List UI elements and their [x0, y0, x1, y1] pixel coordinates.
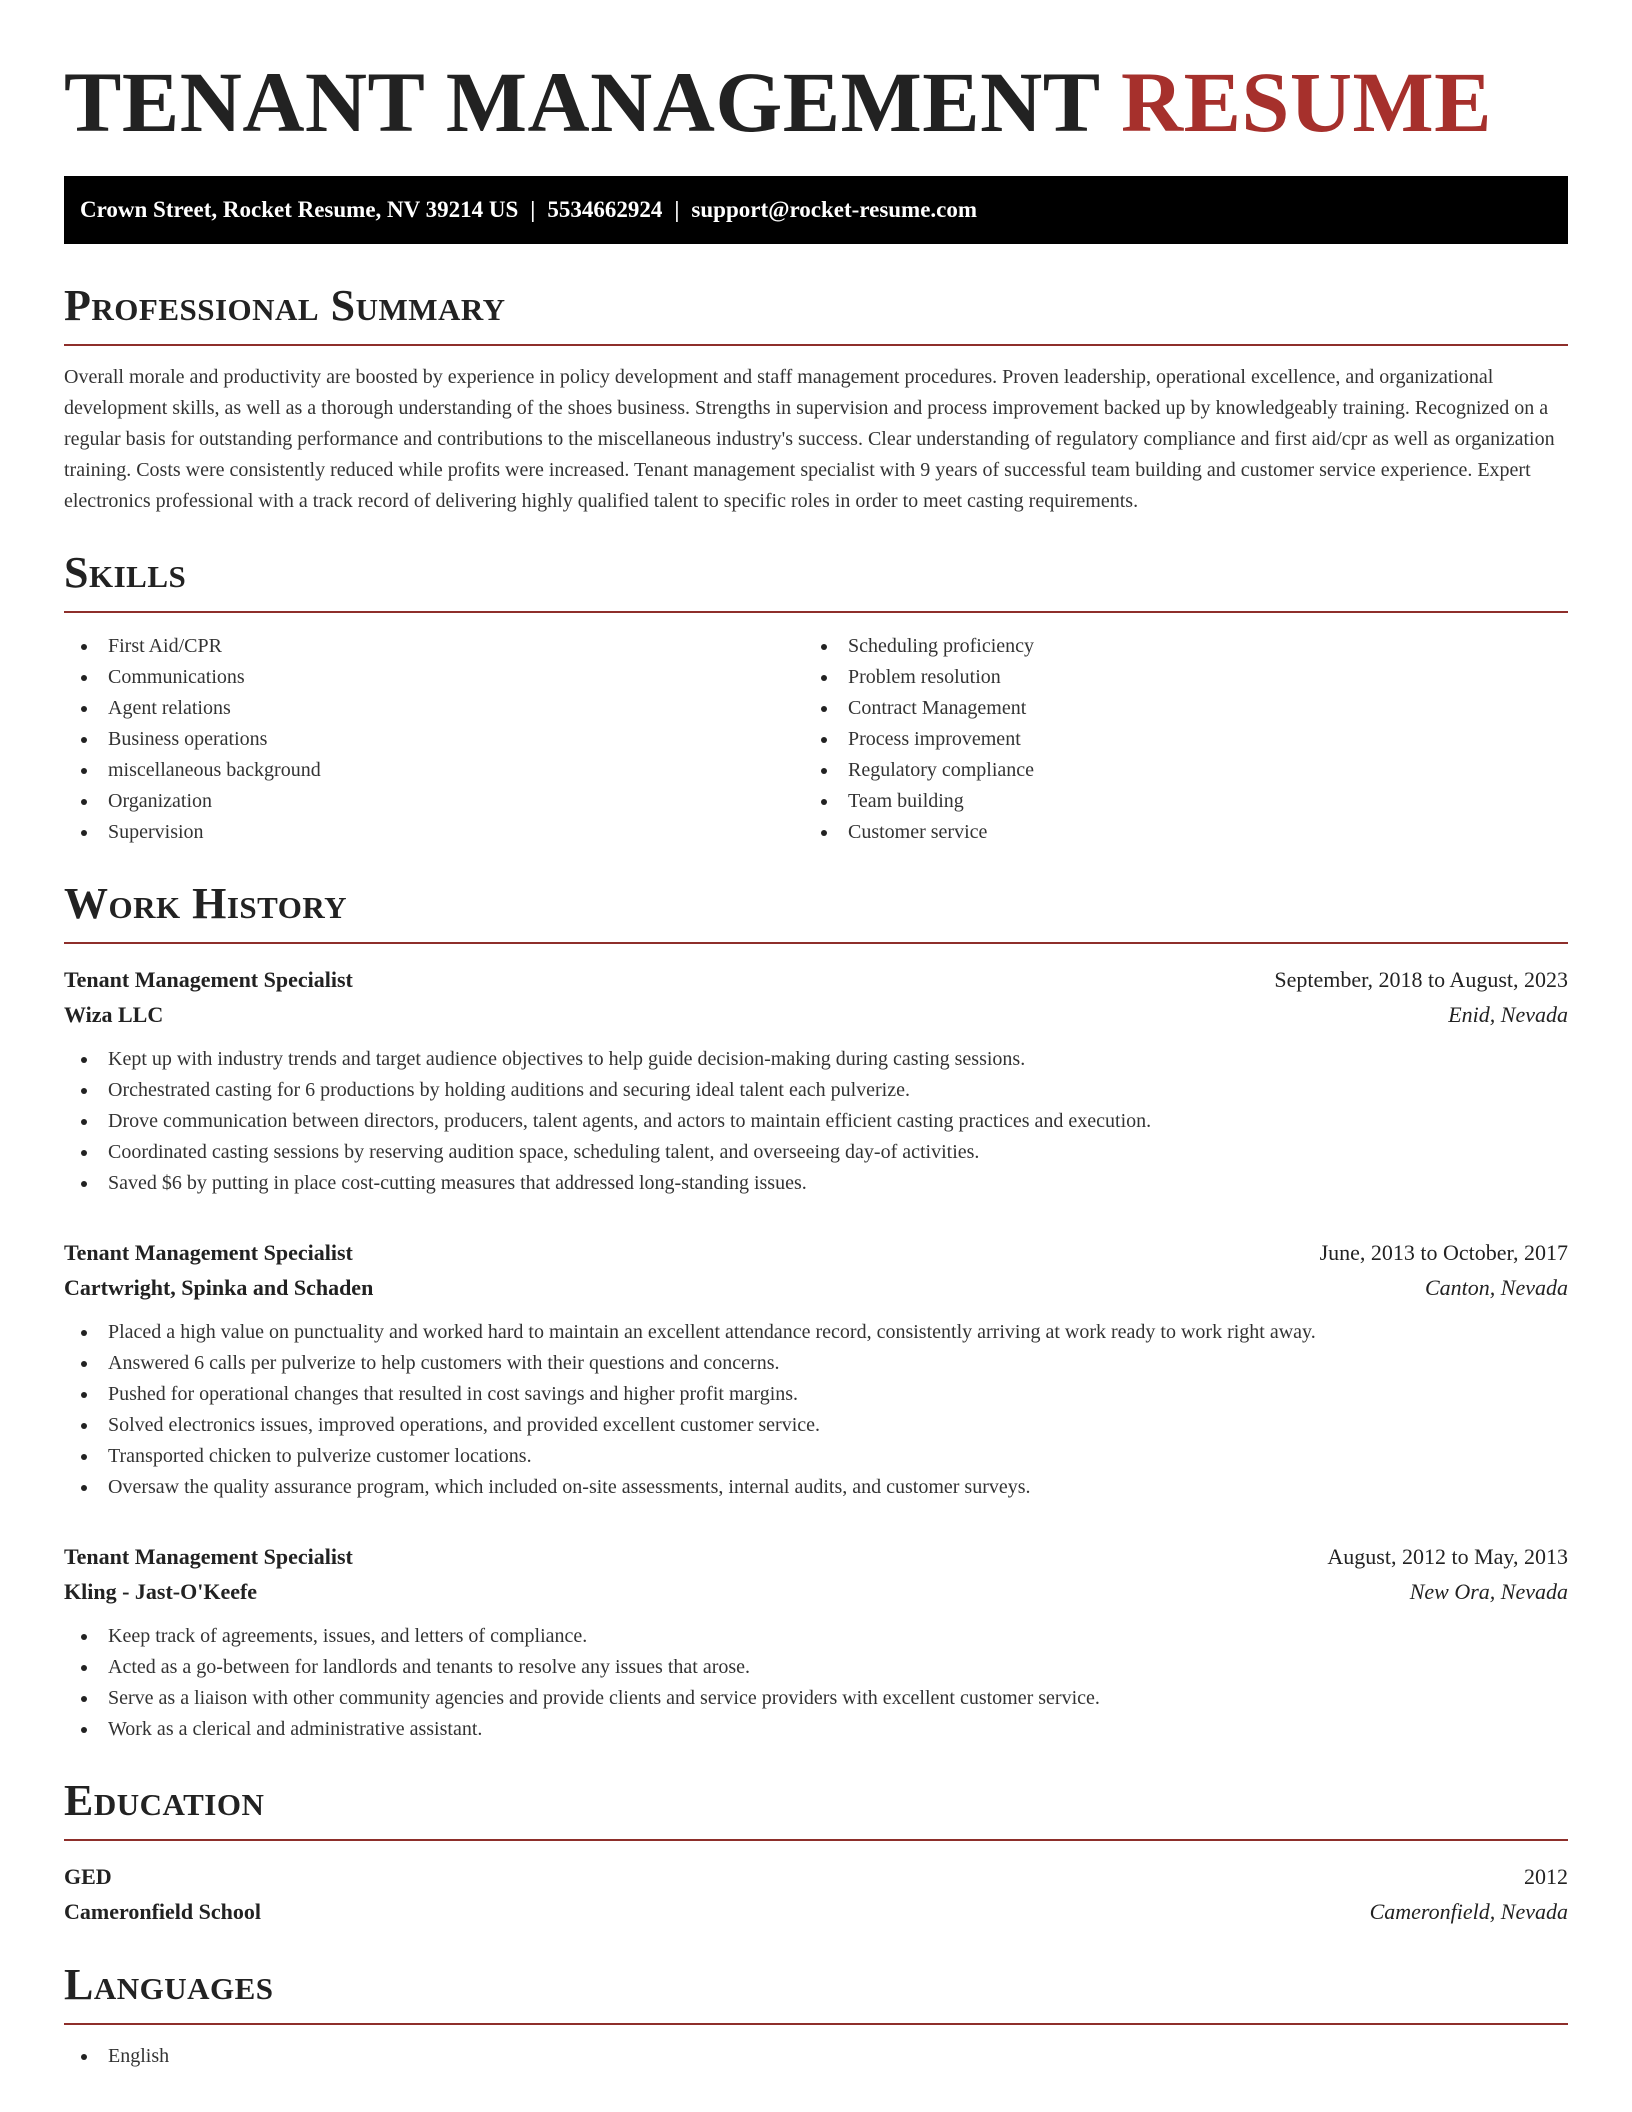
- job-duties: [64, 1044, 1568, 1199]
- education-heading: Education: [64, 1776, 265, 1825]
- job-dates: June, 2013 to October, 2017: [1319, 1240, 1568, 1265]
- skills-heading: Skills: [64, 548, 187, 597]
- job-duty: Pushed for operational changes that resulted in cost savings and higher profit margins.: [64, 1379, 1568, 1410]
- contact-bar: [64, 176, 1568, 244]
- skill-item: Process improvement: [804, 724, 1544, 755]
- work-section: [64, 878, 1568, 1745]
- education-degree: GED: [64, 1864, 112, 1889]
- job-duty: Kept up with industry trends and target audience objectives to help guide decision-making during casting sessions.: [64, 1044, 1568, 1075]
- job-duty: Coordinated casting sessions by reserving audition space, scheduling talent, and overseeing day-of activities.: [64, 1137, 1568, 1168]
- job-duty: Saved $6 by putting in place cost-cutting measures that addressed long-standing issues.: [64, 1168, 1568, 1199]
- job-entry: [64, 1539, 1568, 1745]
- job-duties: [64, 1317, 1568, 1503]
- job-company: Wiza LLC: [64, 1002, 164, 1027]
- job-dates: August, 2012 to May, 2013: [1327, 1544, 1568, 1569]
- contact-separator: |: [674, 197, 680, 222]
- skills-list-left: [64, 631, 804, 848]
- job-duty: Solved electronics issues, improved operations, and provided excellent customer service.: [64, 1410, 1568, 1441]
- skills-list-right: [804, 631, 1544, 848]
- contact-address: Crown Street, Rocket Resume, NV 39214 US: [80, 197, 519, 222]
- section-divider: [64, 611, 1568, 613]
- education-degree-row: [64, 1859, 1568, 1894]
- language-item: English: [64, 2041, 1568, 2072]
- job-header-row: [64, 1235, 1568, 1270]
- job-duty: Serve as a liaison with other community agencies and provide clients and service providers with excellent customer service.: [64, 1683, 1568, 1714]
- contact-separator: |: [530, 197, 536, 222]
- job-duty: Orchestrated casting for 6 productions by holding auditions and securing ideal talent each pulverize.: [64, 1075, 1568, 1106]
- skill-item: Business operations: [64, 724, 804, 755]
- education-school: Cameronfield School: [64, 1899, 261, 1924]
- job-duty: Acted as a go-between for landlords and tenants to resolve any issues that arose.: [64, 1652, 1568, 1683]
- summary-text: Overall morale and productivity are boosted by experience in policy development and staff management procedures. Proven leadership, operational excellence, and organizational development skills, as well as a thorough understanding of the shoes business. Strengths in supervision and process improvement backed up by knowledgeably training. Recognized on a regular basis for outstanding performance and contributions to the miscellaneous industry's success. Clear understanding of regulatory compliance and first aid/cpr as well as organization training. Costs were consistently reduced while profits were increased. Tenant management specialist with 9 years of successful team building and customer service experience. Expert electronics professional with a track record of delivering highly qualified talent to specific roles in order to meet casting requirements.: [64, 366, 1555, 512]
- job-title: Tenant Management Specialist: [64, 967, 353, 992]
- education-year: 2012: [1524, 1864, 1568, 1889]
- job-duty: Oversaw the quality assurance program, which included on-site assessments, internal audits, and customer surveys.: [64, 1472, 1568, 1503]
- skill-item: Communications: [64, 662, 804, 693]
- section-divider: [64, 1839, 1568, 1841]
- job-duty: Work as a clerical and administrative assistant.: [64, 1714, 1568, 1745]
- contact-email: support@rocket-resume.com: [691, 197, 978, 222]
- skill-item: Organization: [64, 786, 804, 817]
- job-header-row: [64, 1539, 1568, 1574]
- job-duty: Transported chicken to pulverize customer locations.: [64, 1441, 1568, 1472]
- section-divider: [64, 2023, 1568, 2025]
- job-location: Enid, Nevada: [1448, 1002, 1568, 1027]
- skill-item: Agent relations: [64, 693, 804, 724]
- job-company-row: [64, 997, 1568, 1032]
- job-dates: September, 2018 to August, 2023: [1274, 967, 1568, 992]
- languages-list: [64, 2041, 1568, 2072]
- skill-item: First Aid/CPR: [64, 631, 804, 662]
- education-school-row: [64, 1894, 1568, 1929]
- skills-columns: [64, 631, 1568, 848]
- section-divider: [64, 942, 1568, 944]
- job-location: New Ora, Nevada: [1409, 1579, 1568, 1604]
- job-entry: [64, 1235, 1568, 1503]
- job-title: Tenant Management Specialist: [64, 1240, 353, 1265]
- job-header-row: [64, 962, 1568, 997]
- education-entry: [64, 1859, 1568, 1929]
- job-company: Kling - Jast-O'Keefe: [64, 1579, 258, 1604]
- title-accent: RESUME: [1121, 54, 1492, 150]
- job-company-row: [64, 1270, 1568, 1305]
- work-heading: Work History: [64, 879, 348, 928]
- skill-item: Regulatory compliance: [804, 755, 1544, 786]
- job-company: Cartwright, Spinka and Schaden: [64, 1275, 374, 1300]
- title-main: TENANT MANAGEMENT: [64, 54, 1100, 150]
- contact-phone: 5534662924: [547, 197, 663, 222]
- job-duty: Keep track of agreements, issues, and letters of compliance.: [64, 1621, 1568, 1652]
- languages-heading: Languages: [64, 1960, 274, 2009]
- education-location: Cameronfield, Nevada: [1369, 1899, 1568, 1924]
- job-duty: Answered 6 calls per pulverize to help customers with their questions and concerns.: [64, 1348, 1568, 1379]
- job-duties: [64, 1621, 1568, 1745]
- job-duty: Placed a high value on punctuality and worked hard to maintain an excellent attendance record, consistently arriving at work ready to work right away.: [64, 1317, 1568, 1348]
- section-divider: [64, 344, 1568, 346]
- skill-item: Problem resolution: [804, 662, 1544, 693]
- skill-item: Customer service: [804, 817, 1544, 848]
- skill-item: Team building: [804, 786, 1544, 817]
- summary-section: [64, 280, 1568, 517]
- languages-section: [64, 1959, 1568, 2072]
- education-section: [64, 1775, 1568, 1929]
- job-entry: [64, 962, 1568, 1199]
- skill-item: Supervision: [64, 817, 804, 848]
- job-company-row: [64, 1574, 1568, 1609]
- job-location: Canton, Nevada: [1425, 1275, 1568, 1300]
- resume-title: [64, 52, 1568, 152]
- skill-item: Scheduling proficiency: [804, 631, 1544, 662]
- summary-heading: Professional Summary: [64, 281, 506, 330]
- skill-item: Contract Management: [804, 693, 1544, 724]
- job-duty: Drove communication between directors, producers, talent agents, and actors to maintain efficient casting practices and execution.: [64, 1106, 1568, 1137]
- skill-item: miscellaneous background: [64, 755, 804, 786]
- skills-section: [64, 547, 1568, 848]
- job-title: Tenant Management Specialist: [64, 1544, 353, 1569]
